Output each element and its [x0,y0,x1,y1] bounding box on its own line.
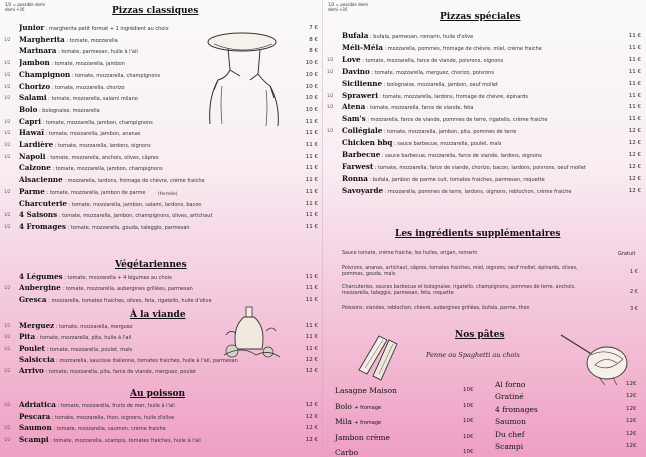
item-name: 4 Saisons [19,210,58,220]
pasta-item [335,448,358,457]
pates-subtitle: Penne ou Spaghetti au choix [426,351,521,359]
speciales-title: Pizzas spéciales [440,12,521,22]
item-name: Collégiale [342,126,383,136]
menu-row [327,102,641,112]
pasta-item [495,442,523,451]
item-desc: : tomate, mozzarella, chorizo [51,84,125,91]
ingredient-price-3: 2 € [630,289,638,295]
half-mark: 1/2 [4,402,11,407]
item-price: 10 € [305,60,318,67]
item-desc: : mozzarella, lardons, fromage de chèvre, crème fraiche [64,178,205,185]
item-name: Margherita [19,34,65,44]
item-price: 12 € [628,175,641,182]
item-desc: : tomate, mozzarella, jambon de parme [46,189,146,196]
pasta-price: 12€ [626,443,637,449]
item-desc: : tomate, parmesan, huile à l'ail [58,49,138,56]
menu-row [327,67,641,77]
item-desc: : tomate, mozzarella, saumon, crème fraiche [53,426,166,433]
half-mark: 1/2 [4,130,11,136]
item-price: 12 € [628,152,641,158]
item-name: Jambon [19,58,50,68]
pasta-price: 12€ [626,430,637,437]
item-desc: : mozzarella, pommes, fromage de chèvre, miel, crème fraiche [384,45,542,52]
item-name: Bufala [342,31,369,40]
ingredient-line-1: Sauce tomate, crème fraiche, les huiles, origan, romarin [342,251,478,256]
item-desc: : tomate, mozzarella, lardons, fromage de chèvre, épinards [379,93,529,100]
pasta-price: 10€ [463,387,474,393]
half-mark: 1/2 [4,142,11,147]
item-desc: : tomate, mozzarella, gouda, taleggio, parmesan [67,224,190,231]
menu-row [327,174,641,184]
item-name: Love [342,54,361,64]
item-price: 12 € [628,128,641,135]
menu-row [4,210,318,220]
item-name: Lardière [19,140,54,149]
item-name: Charcuterie [19,198,67,208]
item-price: 12 € [628,187,641,194]
item-desc: : tomate, mozzarella, jambon, champignons [42,119,153,126]
item-price: 11 € [305,285,318,292]
pasta-item [335,417,381,426]
menu-row [4,423,318,433]
item-price: 10 € [305,83,318,90]
item-desc: : tomate, mozzarella, champignons [71,72,161,79]
item-name: Parme [19,186,45,196]
ingredient-line-4: Poissons, viandes, reblochon, chèvre, aubergines grillées, bufala, parme, thon [342,306,530,311]
classiques-title: Pizzas classiques [112,6,199,16]
item-desc: : tomate, mozzarella, farce de viande, poivrons, oignons [362,57,504,64]
item-name: Gresca [19,294,47,304]
item-desc: : tomate, mozzarella, anchois, olives, câpres [47,154,159,161]
pasta-price: 10€ [463,418,474,424]
half-mark: 1/2 [4,60,11,66]
item-desc: : bolognaise, mozzarella [39,107,100,114]
half-mark: 1/2 [4,345,11,351]
menu-row [4,152,318,162]
item-price: 11 € [628,56,641,63]
item-price: 11 € [305,223,318,230]
item-name: 4 Légumes [19,272,63,281]
half-mark: 1/2 [4,425,11,431]
item-price: 12 € [305,356,318,363]
item-price: 11 € [305,188,318,195]
ingredients-title: Les ingrédients supplémentaires [395,229,561,239]
menu-row [4,412,318,422]
item-name: Calzone [19,163,51,173]
pasta-name: Gratiné [495,392,524,402]
item-desc: : sauce barbecue, mozzarella, farce de viande, lardons, oignons [381,153,542,159]
item-price: 11 € [305,177,318,184]
item-name: Marinara [19,46,57,56]
menu-row [4,140,318,150]
menu-row [4,222,318,232]
pasta-name: Lasagne Maison [335,386,397,395]
menu-row [327,91,641,101]
item-price: 11 € [628,80,641,87]
item-desc: : mozzarella, farce de viande, pommes de terre, rigatello, crème fraiche [367,117,548,124]
item-price: 11 € [628,116,641,123]
item-name: Pescara [19,411,51,421]
pasta-item [335,433,390,442]
item-name: Barbecue [342,150,381,159]
ingredient-line-2: Poivrons, ananas, artichaut, câpres, tomates fraiches, miel, oignons, oeuf mollet, épinards, olives, pommes, gouda, maïs [342,266,578,277]
half-mark: 1/2 [4,71,11,77]
item-price: 11 € [305,153,318,160]
half-mark: 1/2 [327,128,334,134]
item-price: 11 € [628,44,641,51]
item-name: Junior [19,23,45,32]
pasta-item [495,392,524,401]
half-mark: 1/2 [4,118,11,124]
item-price: 7 € [309,25,318,31]
pasta-price: 10€ [463,402,474,409]
half-mark: 1/2 [4,36,11,42]
menu-row [4,295,318,305]
item-desc: : tomate, mozzarella [66,37,118,44]
item-name: 4 Fromages [19,221,66,231]
item-desc: : tomate, mozzarella, merguez [55,324,133,330]
item-price: 11 € [628,104,641,111]
ingredient-price-2: 1 € [630,269,638,275]
item-name: Atena [342,102,366,112]
pasta-item [495,417,526,426]
item-price: 11 € [628,92,641,99]
item-desc: : tomate, mozzarella, merguez, chorizo, poivrons [371,69,494,76]
half-mark: 1/2 [4,212,11,218]
menu-row [4,283,318,293]
menu-row [327,31,641,41]
pasta-name: Du chef [495,429,525,439]
pasta-extra: + fromage [354,420,382,426]
item-desc: : tomate, mozzarella + 4 légumes au choix [64,275,172,281]
pasta-price: 10€ [463,433,474,440]
menu-row [327,79,641,89]
item-name: Champignon [19,69,71,79]
item-desc: : tomate, mozzarella, farce de viande, feta [366,105,474,112]
item-name: Scampi [19,435,49,445]
chef-dough-illustration [200,28,290,128]
item-price: 11 € [305,334,318,341]
item-desc: : mozzarella, saucisse italienne, tomates fraiches, huile à l'ail, parmesan [56,357,238,364]
item-price: 12 € [305,402,318,408]
item-name: Spraweri [342,90,378,100]
item-name: Capri [19,116,41,126]
item-price: 8 € [309,36,318,43]
item-price: 12 € [628,140,641,147]
menu-row [4,400,318,410]
item-desc: : mozzarella, tomates fraiches, olives, feta, rigatello, huile d'olive [48,297,212,304]
item-desc: : tomate, mozzarella, scampis, tomates fraiches, huile à l'ail [50,438,201,445]
half-mark: 1/2 [4,188,11,194]
menu-row [327,162,641,172]
pasta-price: 12€ [626,393,637,400]
item-desc: : sauce barbecue, mozzarella, poulet, maïs [394,141,502,148]
menu-row [4,366,318,376]
menu-row [4,128,318,138]
pasta-item [495,430,524,439]
viande-title: À la viande [130,310,186,320]
penne-illustration [353,330,411,385]
item-name: Alsacienne [19,175,63,185]
pasta-item [335,386,397,395]
pasta-price: 12€ [626,418,637,425]
item-name: Chorizo [19,81,51,91]
item-price: 10 € [305,106,318,113]
menu-row [327,43,641,53]
item-desc: : mozzarella, pommes de terre, lardons, oignons, reblochon, crème fraiche [384,188,572,195]
half-pizza-note-right: 1/2 = possible demi demi +1€ [328,2,368,12]
pasta-name: 4 fromages [495,404,538,414]
pasta-name: Scampi [495,442,524,451]
item-desc: : tomate, mozzarella, jambon, pita, pommes de terre [383,129,517,136]
menu-row [327,186,641,196]
item-price: 11 € [628,33,641,39]
item-price: 12 € [628,163,641,170]
spaghetti-illustration [559,325,641,385]
menu-row [4,272,318,282]
pasta-name: Carbo [335,448,359,457]
item-desc: : margherita petit format + 1 ingrédient au choix [45,26,169,32]
item-price: 11 € [305,165,318,172]
half-mark: 1/2 [4,95,11,101]
half-mark: 1/2 [327,92,334,98]
pasta-price: 12€ [626,405,637,412]
item-price: 11 € [305,345,318,352]
half-mark: 1/2 [4,285,11,291]
item-name: Adriatica [19,400,56,409]
menu-row [4,175,318,185]
item-desc: : tomate, mozzarella, lardons, oignons [54,143,151,149]
poisson-title: Au poisson [130,389,186,399]
menu-row [327,126,641,136]
item-desc: : tomate, mozzarella, jambon, ananas [45,131,141,138]
item-price: 11 € [305,212,318,219]
menu-row [327,55,641,65]
pasta-name: Saumon [495,417,526,427]
item-name: Savoyarde [342,185,384,195]
half-mark: 1/2 [4,153,11,159]
item-name: Salami [19,93,47,103]
item-desc: : tomate, mozzarella, fruits de mer, huile à l'ail [57,403,175,409]
item-price: 11 € [305,118,318,125]
item-name: Sicilienne [342,78,383,88]
item-name: Saumon [19,423,52,433]
item-name: Poulet [19,343,45,353]
half-mark: 1/2 [327,68,334,74]
pasta-name: Mila [335,417,352,426]
pasta-name: Bolo [335,401,352,411]
item-name: Napoli [19,151,46,161]
vegetariennes-title: Végétariennes [115,260,187,270]
menu-row [4,163,318,173]
item-name: Salsiccia [19,354,55,364]
item-price: 12 € [305,437,318,444]
pasta-name: Al forno [495,380,526,389]
item-desc: : tomate, mozzarella, thon, oignons, huile d'olive [51,414,175,421]
half-mark: 1/2 [4,83,11,89]
item-price: 8 € [309,48,318,55]
item-price: 11 € [305,130,318,137]
item-name: Méli-Méla [342,42,383,52]
oil-vegetables-illustration [222,305,282,360]
item-desc: : tomate, mozzarella, poulet, maïs [46,346,133,353]
half-pizza-note: 1/2 = possible demi demi +1€ [5,2,45,12]
item-desc: : tomate, mozzarella, jambon [51,61,125,68]
item-price: 11 € [305,274,318,280]
item-price: 12 € [305,425,318,432]
menu-row [4,435,318,445]
item-name: Hawaï [19,128,45,138]
item-price: 11 € [305,296,318,303]
item-desc: : bolognaise, mozzarella, jambon, oeuf mollet [383,81,498,88]
menu-row [4,199,318,209]
item-desc: : bufala, jambon de parme cuit, tomates fraiches, parmesan, roquette [369,176,545,183]
item-price: 11 € [305,142,318,148]
item-price: 11 € [628,68,641,75]
menu-row [327,138,641,148]
pates-title: Nos pâtes [455,330,505,340]
item-price: 11 € [305,323,318,329]
item-name: Pita [19,332,36,342]
item-desc: : tomate, mozzarella, salami milano [48,96,138,103]
half-mark: 1/2 [327,104,334,110]
item-desc: : bufala, parmesan, romarin, huile d'olive [370,34,474,40]
item-price: 12 € [305,413,318,420]
item-desc: : tomate, mozzarella, aubergines grillées, parmesan [62,286,193,293]
pasta-item [495,405,538,414]
item-desc: : tomate, mozzarella, farce de viande, chorizo, bacon, lardons, poivrons, oeuf mollet [374,164,586,171]
item-desc: : tomate, mozzarella, jambon, champignons [52,166,163,173]
item-name: Bolo [19,104,38,114]
item-price: 11 € [305,200,318,207]
half-mark: 1/2 [4,368,11,374]
item-name: Merguez [19,321,55,330]
item-desc: : tomate, mozzarella, jambon, champignons, olives, artichaut [58,213,213,220]
item-name: Chicken bbq [342,138,393,148]
item-price: 12 € [305,368,318,375]
item-desc: : tomate, mozzarella, pita, huile à l'ail [36,335,132,342]
half-mark: 1/2 [4,223,11,229]
pasta-item [495,380,525,389]
half-mark: 1/2 [4,437,11,443]
item-price: 10 € [305,71,318,78]
pasta-price: 10€ [463,449,474,455]
item-name: Arrivo [19,366,44,376]
half-mark: 1/2 [327,56,334,62]
item-desc: : tomate, mozzarella, jambon, salami, lardons, bacon [68,201,202,208]
menu-row [327,114,641,124]
calzone-note: (fermée) [158,192,178,197]
item-name: Sam's [342,114,366,124]
ingredient-price-1: Gratuit [618,251,636,257]
ingredient-line-3: Charcuteries, sauces barbecue et bolognaise, rigatello, champignons, pommes de terre, anchois, mozzarella, taleggio, parmesan, feta, roquette [342,285,576,296]
ingredient-price-4: 3 € [630,306,638,312]
item-name: Aubergine [19,283,61,293]
item-name: Farwest [342,161,374,171]
half-mark: 1/2 [4,334,11,340]
item-name: Ronna [342,173,368,183]
pasta-item [335,402,381,411]
pasta-extra: + fromage [354,404,382,411]
pasta-name: Jambon crème [335,432,390,442]
pasta-price: 12€ [626,381,637,387]
menu-row [327,150,641,160]
half-mark: 1/2 [4,323,11,328]
column-divider [322,0,323,457]
item-name: Davino [342,66,370,76]
item-desc: : tomate, mozzarella, pita, farce de viande, merguez, poulet [45,369,196,376]
item-price: 10 € [305,95,318,102]
